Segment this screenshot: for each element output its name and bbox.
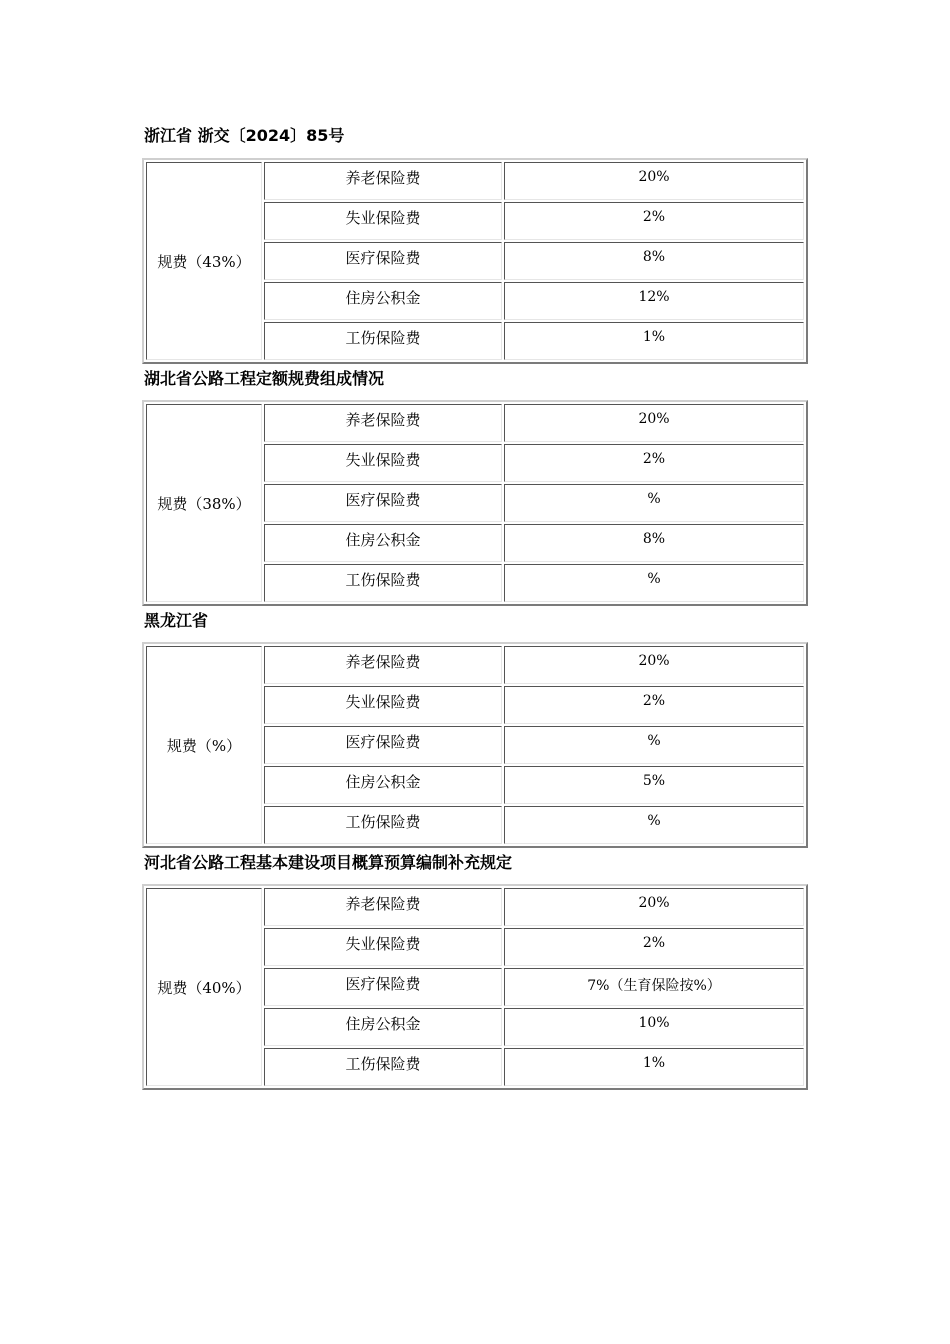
table-row xyxy=(146,404,804,442)
section-title-heilongjiang: 黑龙江省 xyxy=(144,611,209,630)
section-title-hebei: 河北省公路工程基本建设项目概算预算编制补充规定 xyxy=(144,853,513,872)
fee-rate: 12% xyxy=(504,282,804,320)
fee-name: 住房公积金 xyxy=(264,524,502,562)
fee-table-hubei xyxy=(142,400,808,606)
fee-name: 养老保险费 xyxy=(264,888,502,926)
fee-rate: 1% xyxy=(504,322,804,360)
fee-rate: 2% xyxy=(504,686,804,724)
fee-name: 养老保险费 xyxy=(264,646,502,684)
fee-name: 医疗保险费 xyxy=(264,484,502,522)
fee-table-heilongjiang xyxy=(142,642,808,848)
group-label: 规费（38%） xyxy=(146,404,262,602)
fee-rate: % xyxy=(504,484,804,522)
fee-rate: % xyxy=(504,564,804,602)
fee-name: 工伤保险费 xyxy=(264,564,502,602)
table-row xyxy=(146,646,804,684)
group-label: 规费（43%） xyxy=(146,162,262,360)
fee-name: 失业保险费 xyxy=(264,202,502,240)
fee-name: 医疗保险费 xyxy=(264,726,502,764)
fee-name: 失业保险费 xyxy=(264,444,502,482)
fee-name: 失业保险费 xyxy=(264,686,502,724)
fee-rate: % xyxy=(504,806,804,844)
fee-rate: 10% xyxy=(504,1008,804,1046)
fee-table-zhejiang xyxy=(142,158,808,364)
fee-rate: 20% xyxy=(504,646,804,684)
group-label: 规费（%） xyxy=(146,646,262,844)
fee-rate: 2% xyxy=(504,928,804,966)
fee-rate: 1% xyxy=(504,1048,804,1086)
section-title-zhejiang: 浙江省 浙交〔2024〕85号 xyxy=(144,126,345,145)
fee-name: 医疗保险费 xyxy=(264,242,502,280)
fee-name: 工伤保险费 xyxy=(264,1048,502,1086)
group-label: 规费（40%） xyxy=(146,888,262,1086)
fee-rate: 5% xyxy=(504,766,804,804)
fee-name: 住房公积金 xyxy=(264,766,502,804)
fee-rate: 20% xyxy=(504,404,804,442)
fee-name: 工伤保险费 xyxy=(264,806,502,844)
fee-rate: % xyxy=(504,726,804,764)
fee-name: 养老保险费 xyxy=(264,162,502,200)
fee-name: 失业保险费 xyxy=(264,928,502,966)
section-title-hubei: 湖北省公路工程定额规费组成情况 xyxy=(144,369,385,388)
fee-rate: 2% xyxy=(504,202,804,240)
fee-name: 医疗保险费 xyxy=(264,968,502,1006)
fee-name: 养老保险费 xyxy=(264,404,502,442)
fee-rate: 8% xyxy=(504,524,804,562)
fee-table-hebei xyxy=(142,884,808,1090)
fee-rate: 8% xyxy=(504,242,804,280)
table-row xyxy=(146,888,804,926)
fee-name: 工伤保险费 xyxy=(264,322,502,360)
fee-rate: 20% xyxy=(504,162,804,200)
fee-rate: 7%（生育保险按%） xyxy=(504,968,804,1006)
fee-rate: 20% xyxy=(504,888,804,926)
fee-name: 住房公积金 xyxy=(264,282,502,320)
table-row xyxy=(146,162,804,200)
fee-name: 住房公积金 xyxy=(264,1008,502,1046)
fee-rate: 2% xyxy=(504,444,804,482)
